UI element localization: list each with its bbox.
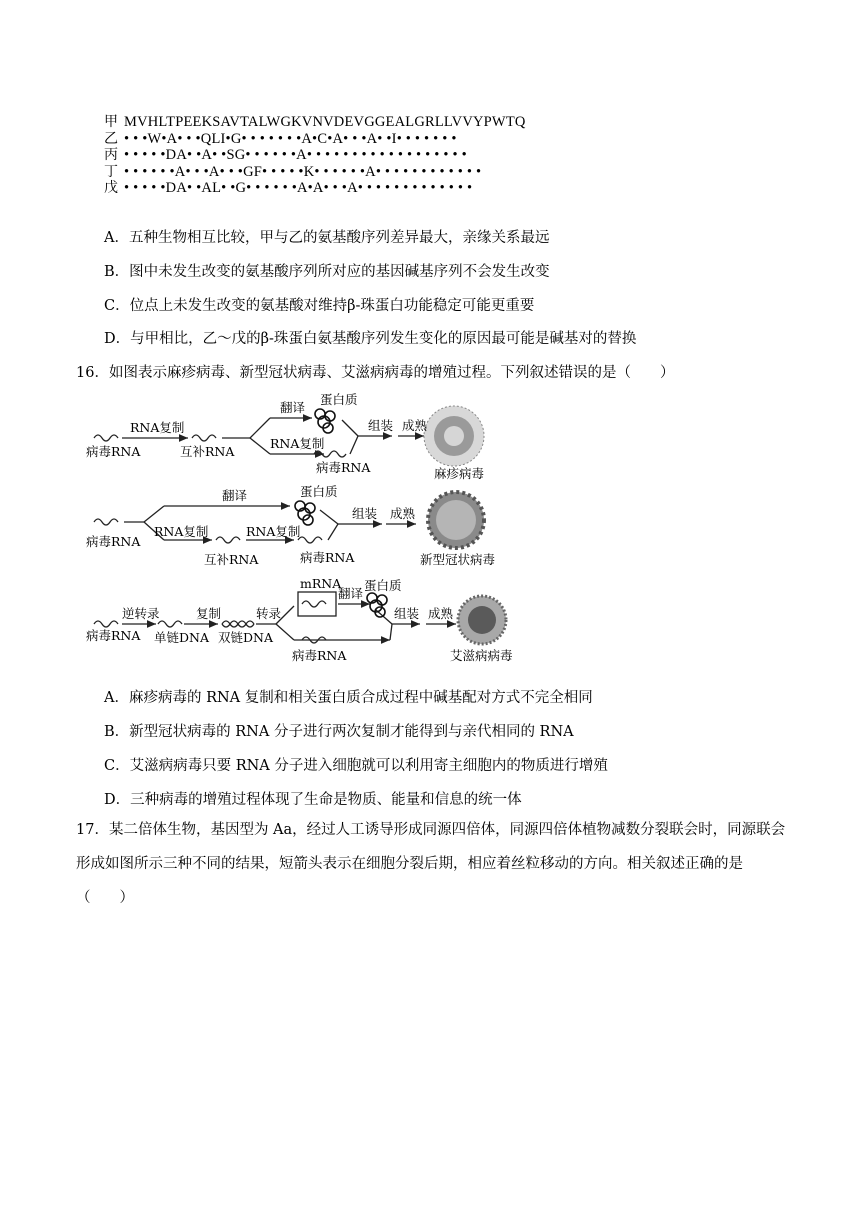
amino-acid-sequence: • • • • •DA• •A• •SG• • • • • •A• • • • • • • • • • • • • • • • • •: [124, 147, 467, 163]
label-rna-replication: RNA复制: [246, 524, 301, 539]
label-viral-rna: 病毒RNA: [316, 460, 371, 475]
label-viral-rna: 病毒RNA: [86, 534, 141, 549]
protein-icon: [295, 501, 315, 525]
sequence-row: [104, 164, 526, 181]
label-coronavirus: 新型冠状病毒: [420, 552, 496, 567]
label-complementary-rna: 互补RNA: [204, 552, 259, 567]
label-protein: 蛋白质: [320, 392, 358, 407]
measles-virus-icon: [424, 406, 484, 466]
species-label: 戊: [104, 180, 119, 196]
amino-acid-sequence: MVHLTPEEKSAVTALWGKVNVDEVGGEALGRLLVVYPWTQ: [124, 114, 526, 130]
label-translation: 翻译: [338, 586, 364, 601]
rna-wave-icon: [94, 435, 118, 441]
label-translation: 翻译: [280, 400, 306, 415]
label-complementary-rna: 互补RNA: [180, 444, 235, 459]
rna-wave-icon: [94, 621, 118, 627]
q16-option-c: C．艾滋病病毒只要 RNA 分子进入细胞就可以利用寄主细胞内的物质进行增殖: [104, 758, 608, 774]
dna-wave-icon: [158, 621, 182, 627]
label-mature: 成熟: [428, 606, 454, 621]
rna-wave-icon: [94, 519, 118, 525]
amino-acid-sequence: • • • • •DA• •AL• •G• • • • • •A•A• • •A• • • • • • • • • • • • •: [124, 180, 473, 196]
double-helix-icon: [222, 621, 254, 627]
q17-stem: 17．某二倍体生物，基因型为 Aa，经过人工诱导形成同源四倍体，同源四倍体植物减数分裂联会时，同源联会形成如图所示三种不同的结果，短箭头表示在细胞分裂后期，相应着丝粒移动的方向。相关叙述正确的是（ ）: [76, 822, 786, 906]
species-label: 甲: [104, 114, 119, 130]
label-viral-rna: 病毒RNA: [86, 444, 141, 459]
q16-option-a: A．麻疹病毒的 RNA 复制和相关蛋白质合成过程中碱基配对方式不完全相同: [104, 690, 593, 706]
label-rna-replication: RNA复制: [154, 524, 209, 539]
protein-icon: [315, 409, 335, 433]
rna-wave-icon: [302, 601, 326, 607]
rna-wave-icon: [216, 537, 240, 543]
sequence-row: [104, 180, 526, 197]
virus-replication-diagram: [80, 392, 540, 672]
sequence-table: [104, 114, 526, 197]
q16-option-b: B．新型冠状病毒的 RNA 分子进行两次复制才能得到与亲代相同的 RNA: [104, 724, 574, 740]
q16-stem: 16．如图表示麻疹病毒、新型冠状病毒、艾滋病病毒的增殖过程。下列叙述错误的是（ ）: [76, 365, 675, 381]
label-reverse-transcription: 逆转录: [122, 606, 160, 621]
sequence-row: [104, 131, 526, 148]
label-viral-rna: 病毒RNA: [292, 648, 347, 663]
label-transcription: 转录: [256, 606, 282, 621]
species-label: 乙: [104, 130, 119, 147]
coronavirus-icon: [428, 492, 484, 548]
sequence-row: [104, 114, 526, 131]
rna-wave-icon: [192, 435, 216, 441]
species-label: 丙: [104, 147, 119, 163]
label-assemble: 组装: [394, 606, 420, 621]
label-assemble: 组装: [368, 418, 394, 433]
label-translation: 翻译: [222, 488, 248, 503]
q15-option-b: B．图中未发生改变的氨基酸序列所对应的基因碱基序列不会发生改变: [104, 264, 550, 280]
label-mature: 成熟: [402, 418, 428, 433]
label-single-strand-dna: 单链DNA: [154, 630, 209, 645]
label-double-strand-dna: 双链DNA: [218, 630, 273, 645]
hiv-icon: [458, 596, 506, 644]
label-replication: 复制: [196, 606, 222, 621]
species-label: 丁: [104, 163, 119, 180]
label-rna-replication: RNA复制: [270, 436, 325, 451]
label-hiv: 艾滋病病毒: [450, 648, 513, 663]
sequence-row: [104, 147, 526, 164]
label-viral-rna: 病毒RNA: [300, 550, 355, 565]
rna-wave-icon: [298, 537, 322, 543]
amino-acid-sequence: • • • • • •A• • •A• • •GF• • • • •K• • • • • •A• • • • • • • • • • • •: [124, 163, 482, 180]
label-mature: 成熟: [390, 506, 416, 521]
q15-option-a: A．五种生物相互比较，甲与乙的氨基酸序列差异最大，亲缘关系最远: [104, 230, 550, 246]
mrna-box: [298, 592, 336, 616]
q15-option-d: D．与甲相比，乙～戊的β-珠蛋白氨基酸序列发生变化的原因最可能是碱基对的替换: [104, 331, 637, 347]
amino-acid-sequence: • • •W•A• • •QLI•G• • • • • • •A•C•A• • •A• •I• • • • • • •: [124, 130, 457, 147]
label-protein: 蛋白质: [300, 484, 338, 499]
label-protein: 蛋白质: [364, 578, 402, 593]
label-viral-rna: 病毒RNA: [86, 628, 141, 643]
protein-icon: [367, 593, 387, 617]
label-rna-replication: RNA复制: [130, 420, 185, 435]
q15-option-c: C．位点上未发生改变的氨基酸对维持β-珠蛋白功能稳定可能更重要: [104, 298, 535, 314]
label-assemble: 组装: [352, 506, 378, 521]
label-mrna: mRNA: [300, 576, 342, 591]
q16-option-d: D．三种病毒的增殖过程体现了生命是物质、能量和信息的统一体: [104, 792, 522, 808]
label-measles-virus: 麻疹病毒: [434, 466, 485, 481]
